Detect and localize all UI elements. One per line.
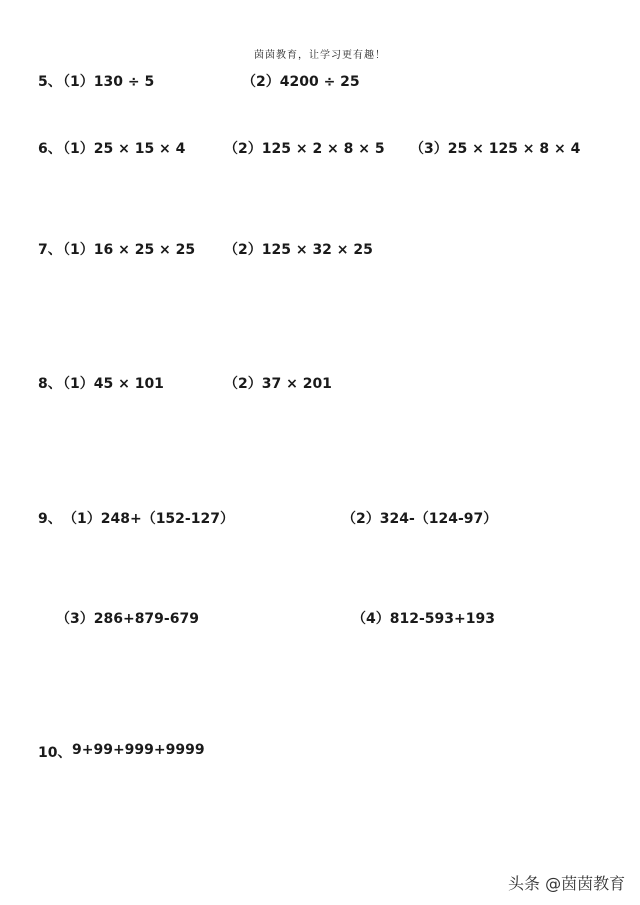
sub-question: （2）125 × 2 × 8 × 5	[224, 141, 385, 157]
sub-question: （2）324-（124-97）	[342, 511, 498, 527]
sub-question: （4）812-593+193	[352, 611, 495, 627]
sub-question: （2）37 × 201	[224, 376, 332, 392]
sub-question: （3）25 × 125 × 8 × 4	[410, 141, 581, 157]
watermark: 头条 @茵茵教育	[508, 874, 626, 893]
sub-question: 9+99+999+9999	[72, 742, 205, 758]
question-number: 5、	[38, 74, 62, 90]
sub-question: （1）130 ÷ 5	[56, 74, 155, 90]
question-number: 7、	[38, 242, 62, 258]
sub-question: （2）125 × 32 × 25	[224, 242, 373, 258]
sub-question: （1）25 × 15 × 4	[56, 141, 186, 157]
question-number: 10、	[38, 745, 72, 761]
question-number: 6、	[38, 141, 62, 157]
question-number: 9、	[38, 511, 62, 527]
sub-question: （1）248+（152-127）	[63, 511, 234, 527]
sub-question: （3）286+879-679	[56, 611, 199, 627]
sub-question: （1）45 × 101	[56, 376, 164, 392]
sub-question: （1）16 × 25 × 25	[56, 242, 196, 258]
page-header: 茵茵教育，让学习更有趣！	[254, 50, 386, 61]
sub-question: （2）4200 ÷ 25	[242, 74, 360, 90]
question-number: 8、	[38, 376, 62, 392]
